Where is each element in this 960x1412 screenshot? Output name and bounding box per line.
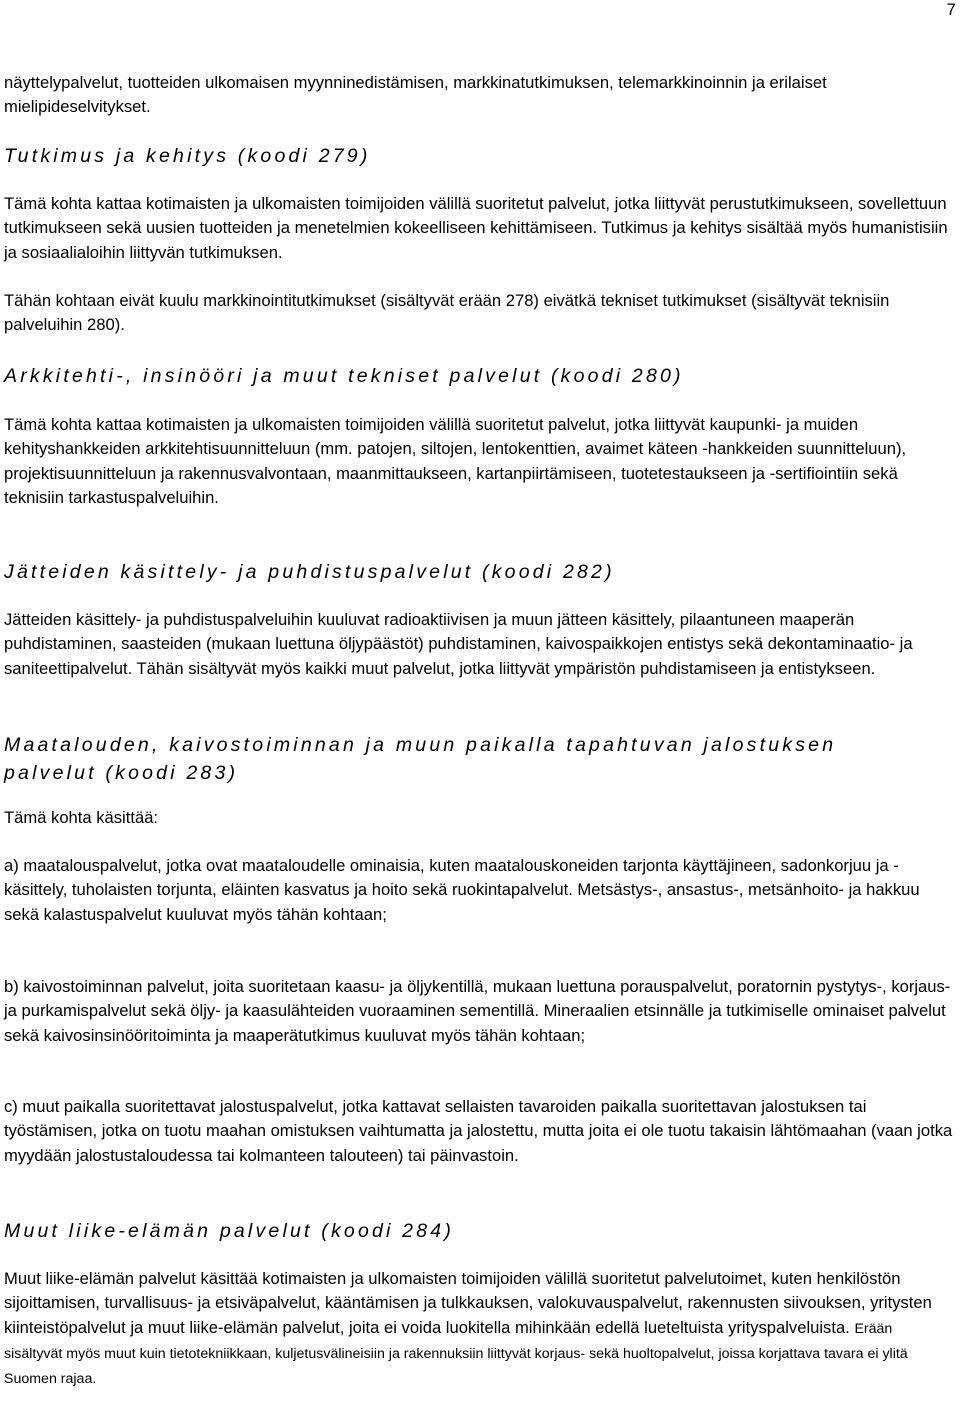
paragraph-small-text: Erään sisältyvät myös muut kuin tietotekniikkaan, kuljetusvälineisiin ja rakennuksiin liittyvät korjaus- sekä huoltopalvelut, joissa korjattava tavara ei ylitä Suomen rajaa. bbox=[4, 1320, 908, 1388]
section-heading: Jätteiden käsittely- ja puhdistuspalvelut (koodi 282) bbox=[4, 561, 615, 583]
paragraph-main-text: Muut liike-elämän palvelut käsittää kotimaisten ja ulkomaisten toimijoiden välillä suoritetut palvelutoimet, kuten henkilöstön sijoittamisen, turvallisuus- ja etsiväpalvelut, kääntämisen ja tulkkauksen, valokuvauspalvelut, rakennusten siivouksen, yritysten kiinteistöpalvelut ja muut liike-elämän palvelut, joita ei voida luokitella mihinkään edellä lueteltuista yrityspalveluista. bbox=[4, 1269, 932, 1337]
list-item-c: c) muut paikalla suoritettavat jalostuspalvelut, jotka kattavat sellaisten tavaroiden paikalla suoritettavan jalostuksen tai työstämisen, jotka on tuotu maahan omistuksen vaihtumatta ja jalostettu, mutta joita ei ole tuotu takaisin lähtömaahan (vaan jotka myydään jalostustaloudessa tai kolmanteen talouteen) tai päinvastoin. bbox=[4, 1097, 953, 1165]
section-heading: Tutkimus ja kehitys (koodi 279) bbox=[4, 145, 371, 167]
body-paragraph: Jätteiden käsittely- ja puhdistuspalveluihin kuuluvat radioaktiivisen ja muun jätteen käsittely, pilaantuneen maaperän puhdistaminen, saasteiden (mukaan luettuna öljypäästöt) puhdistaminen, kaivospaikkojen entistys sekä dekontaminaatio- ja saniteettipalvelut. Tähän sisältyvät myös kaikki muut palvelut, jotka liittyvät ympäristön puhdistamiseen ja entistykseen. bbox=[4, 610, 913, 678]
section-heading: Muut liike-elämän palvelut (koodi 284) bbox=[4, 1220, 455, 1242]
body-paragraph: Tämä kohta kattaa kotimaisten ja ulkomaisten toimijoiden välillä suoritetut palvelut, jotka liittyvät perustutkimukseen, sovellettuun tutkimukseen sekä uusien tuotteiden ja menetelmien kokeelliseen kehittämiseen. Tutkimus ja kehitys sisältää myös humanistisiin ja sosiaalialoihin liittyvän tutkimuksen. bbox=[4, 194, 948, 262]
body-paragraph: Tämä kohta käsittää: bbox=[4, 808, 159, 827]
section-heading: Arkkitehti-, insinööri ja muut tekniset palvelut (koodi 280) bbox=[4, 365, 684, 387]
page-number: 7 bbox=[946, 0, 956, 19]
body-paragraph: näyttelypalvelut, tuotteiden ulkomaisen myynninedistämisen, markkinatutkimuksen, telemarkkinoinnin ja erilaiset mielipideselvitykset. bbox=[4, 73, 827, 117]
list-item-b: b) kaivostoiminnan palvelut, joita suoritetaan kaasu- ja öljykentillä, mukaan luettuna porauspalvelut, poratornin pystytys-, korjaus- ja purkamispalvelut sekä öljy- ja kaasulähteiden vuoraaminen sementillä. Mineraalien etsinnälle ja tutkimiselle ominaiset palvelut sekä kaivosinsinööritoiminta ja maaperätutkimus kuuluvat myös tähän kohtaan; bbox=[4, 977, 951, 1045]
body-paragraph: Tämä kohta kattaa kotimaisten ja ulkomaisten toimijoiden välillä suoritetut palvelut, jotka liittyvät kaupunki- ja muiden kehityshankkeiden arkkitehtisuunnitteluun (mm. patojen, siltojen, lentokenttien, avaimet käteen -hankkeiden suunnitteluun), projektisuunnitteluun ja rakennusvalvontaan, maanmittaukseen, kartanpiirtämiseen, tuotetestaukseen ja -sertifiointiin sekä teknisiin tarkastuspalveluihin. bbox=[4, 415, 907, 507]
list-item-a: a) maatalouspalvelut, jotka ovat maataloudelle ominaisia, kuten maatalouskoneiden tarjonta käyttäjineen, sadonkorjuu ja -käsittely, tuholaisten torjunta, eläinten kasvatus ja hoito sekä ruokintapalvelut. Metsästys-, ansastus-, metsänhoito- ja hakkuu sekä kalastuspalvelut kuuluvat myös tähän kohtaan; bbox=[4, 856, 920, 924]
section-heading: Maatalouden, kaivostoiminnan ja muun paikalla tapahtuvan jalostuksen palvelut (koodi 283) bbox=[4, 734, 837, 784]
body-paragraph: Tähän kohtaan eivät kuulu markkinointitutkimukset (sisältyvät erään 278) eivätkä tekniset tutkimukset (sisältyvät teknisiin palveluihin 280). bbox=[4, 291, 890, 335]
body-paragraph bbox=[4, 1267, 954, 1391]
